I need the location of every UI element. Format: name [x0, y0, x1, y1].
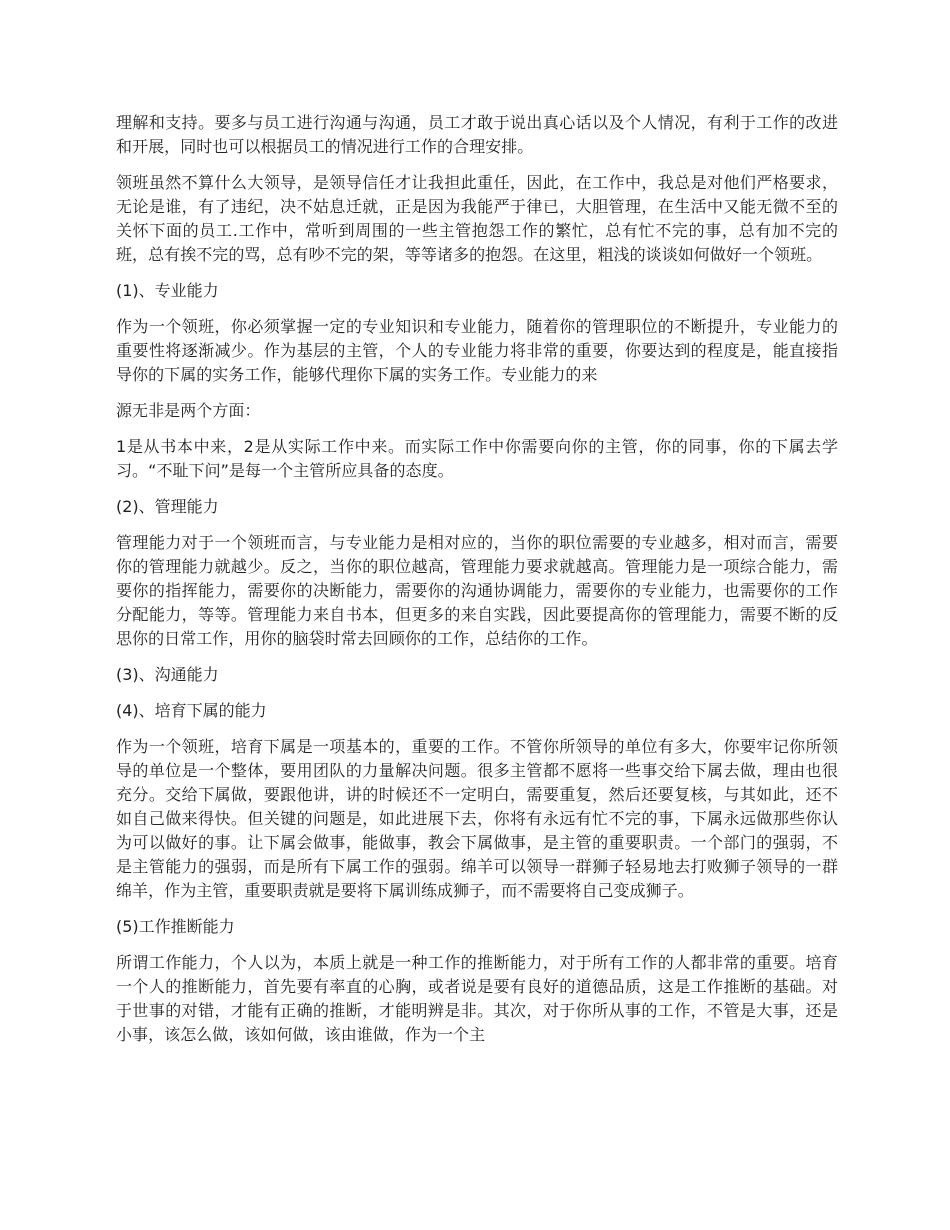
paragraph: 作为一个领班，你必须掌握一定的专业知识和专业能力，随着你的管理职位的不断提升，专业能力的重要性将逐渐减少。作为基层的主管，个人的专业能力将非常的重要，你要达到的程度是，能直接指导你的下属的实务工作，能够代理你下属的实务工作。专业能力的来	[116, 317, 838, 384]
paragraph: 1是从书本中来，2是从实际工作中来。而实际工作中你需要向你的主管，你的同事，你的下属去学习。“不耻下问”是每一个主管所应具备的态度。	[116, 437, 838, 480]
section-heading: (2)、管理能力	[116, 497, 219, 516]
paragraph: 作为一个领班，培育下属是一项基本的，重要的工作。不管你所领导的单位有多大，你要牢记你所领导的单位是一个整体，要用团队的力量解决问题。很多主管都不愿将一些事交给下属去做，理由也很充分。交给下属做，要跟他讲，讲的时候还不一定明白，需要重复，然后还要复核，与其如此，还不如自己做来得快。但关键的问题是，如此进展下去，你将有永远有忙不完的事，下属永远做那些你认为可以做好的事。让下属会做事，能做事，教会下属做事，是主管的重要职责。一个部门的强弱，不是主管能力的强弱，而是所有下属工作的强弱。绵羊可以领导一群狮子轻易地去打败狮子领导的一群绵羊，作为主管，重要职责就是要将下属训练成狮子，而不需要将自己变成狮子。	[116, 737, 838, 900]
paragraph: 领班虽然不算什么大领导，是领导信任才让我担此重任，因此，在工作中，我总是对他们严格要求，无论是谁，有了违纪，决不姑息迁就，正是因为我能严于律已，大胆管理，在生活中又能无微不至的关怀下面的员工.工作中，常听到周围的一些主管抱怨工作的繁忙，总有忙不完的事，总有加不完的班，总有挨不完的骂，总有吵不完的架，等等诸多的抱怨。在这里，粗浅的谈谈如何做好一个领班。	[116, 173, 838, 264]
paragraph: 管理能力对于一个领班而言，与专业能力是相对应的，当你的职位需要的专业越多，相对而言，需要你的管理能力就越少。反之，当你的职位越高，管理能力要求就越高。管理能力是一项综合能力，需要你的指挥能力，需要你的决断能力，需要你的沟通协调能力，需要你的专业能力，也需要你的工作分配能力，等等。管理能力来自书本，但更多的来自实践，因此要提高你的管理能力，需要不断的反思你的日常工作，用你的脑袋时常去回顾你的工作，总结你的工作。	[116, 533, 838, 648]
section-heading: (3)、沟通能力	[116, 665, 219, 684]
paragraph: 源无非是两个方面：	[116, 401, 261, 420]
paragraph: 所谓工作能力，个人以为，本质上就是一种工作的推断能力，对于所有工作的人都非常的重要。培育一个人的推断能力，首先要有率直的心胸，或者说是要有良好的道德品质，这是工作推断的基础。对于世事的对错，才能有正确的推断，才能明辨是非。其次，对于你所从事的工作，不管是大事，还是小事，该怎么做，该如何做，该由谁做，作为一个主	[116, 953, 838, 1044]
paragraph: 理解和支持。要多与员工进行沟通与沟通，员工才敢于说出真心话以及个人情况，有利于工作的改进和开展，同时也可以根据员工的情况进行工作的合理安排。	[116, 113, 838, 156]
section-heading: (1)、专业能力	[116, 281, 219, 300]
section-heading: (5)工作推断能力	[116, 917, 235, 936]
document-body	[116, 111, 838, 1059]
section-heading: (4)、培育下属的能力	[116, 701, 267, 720]
